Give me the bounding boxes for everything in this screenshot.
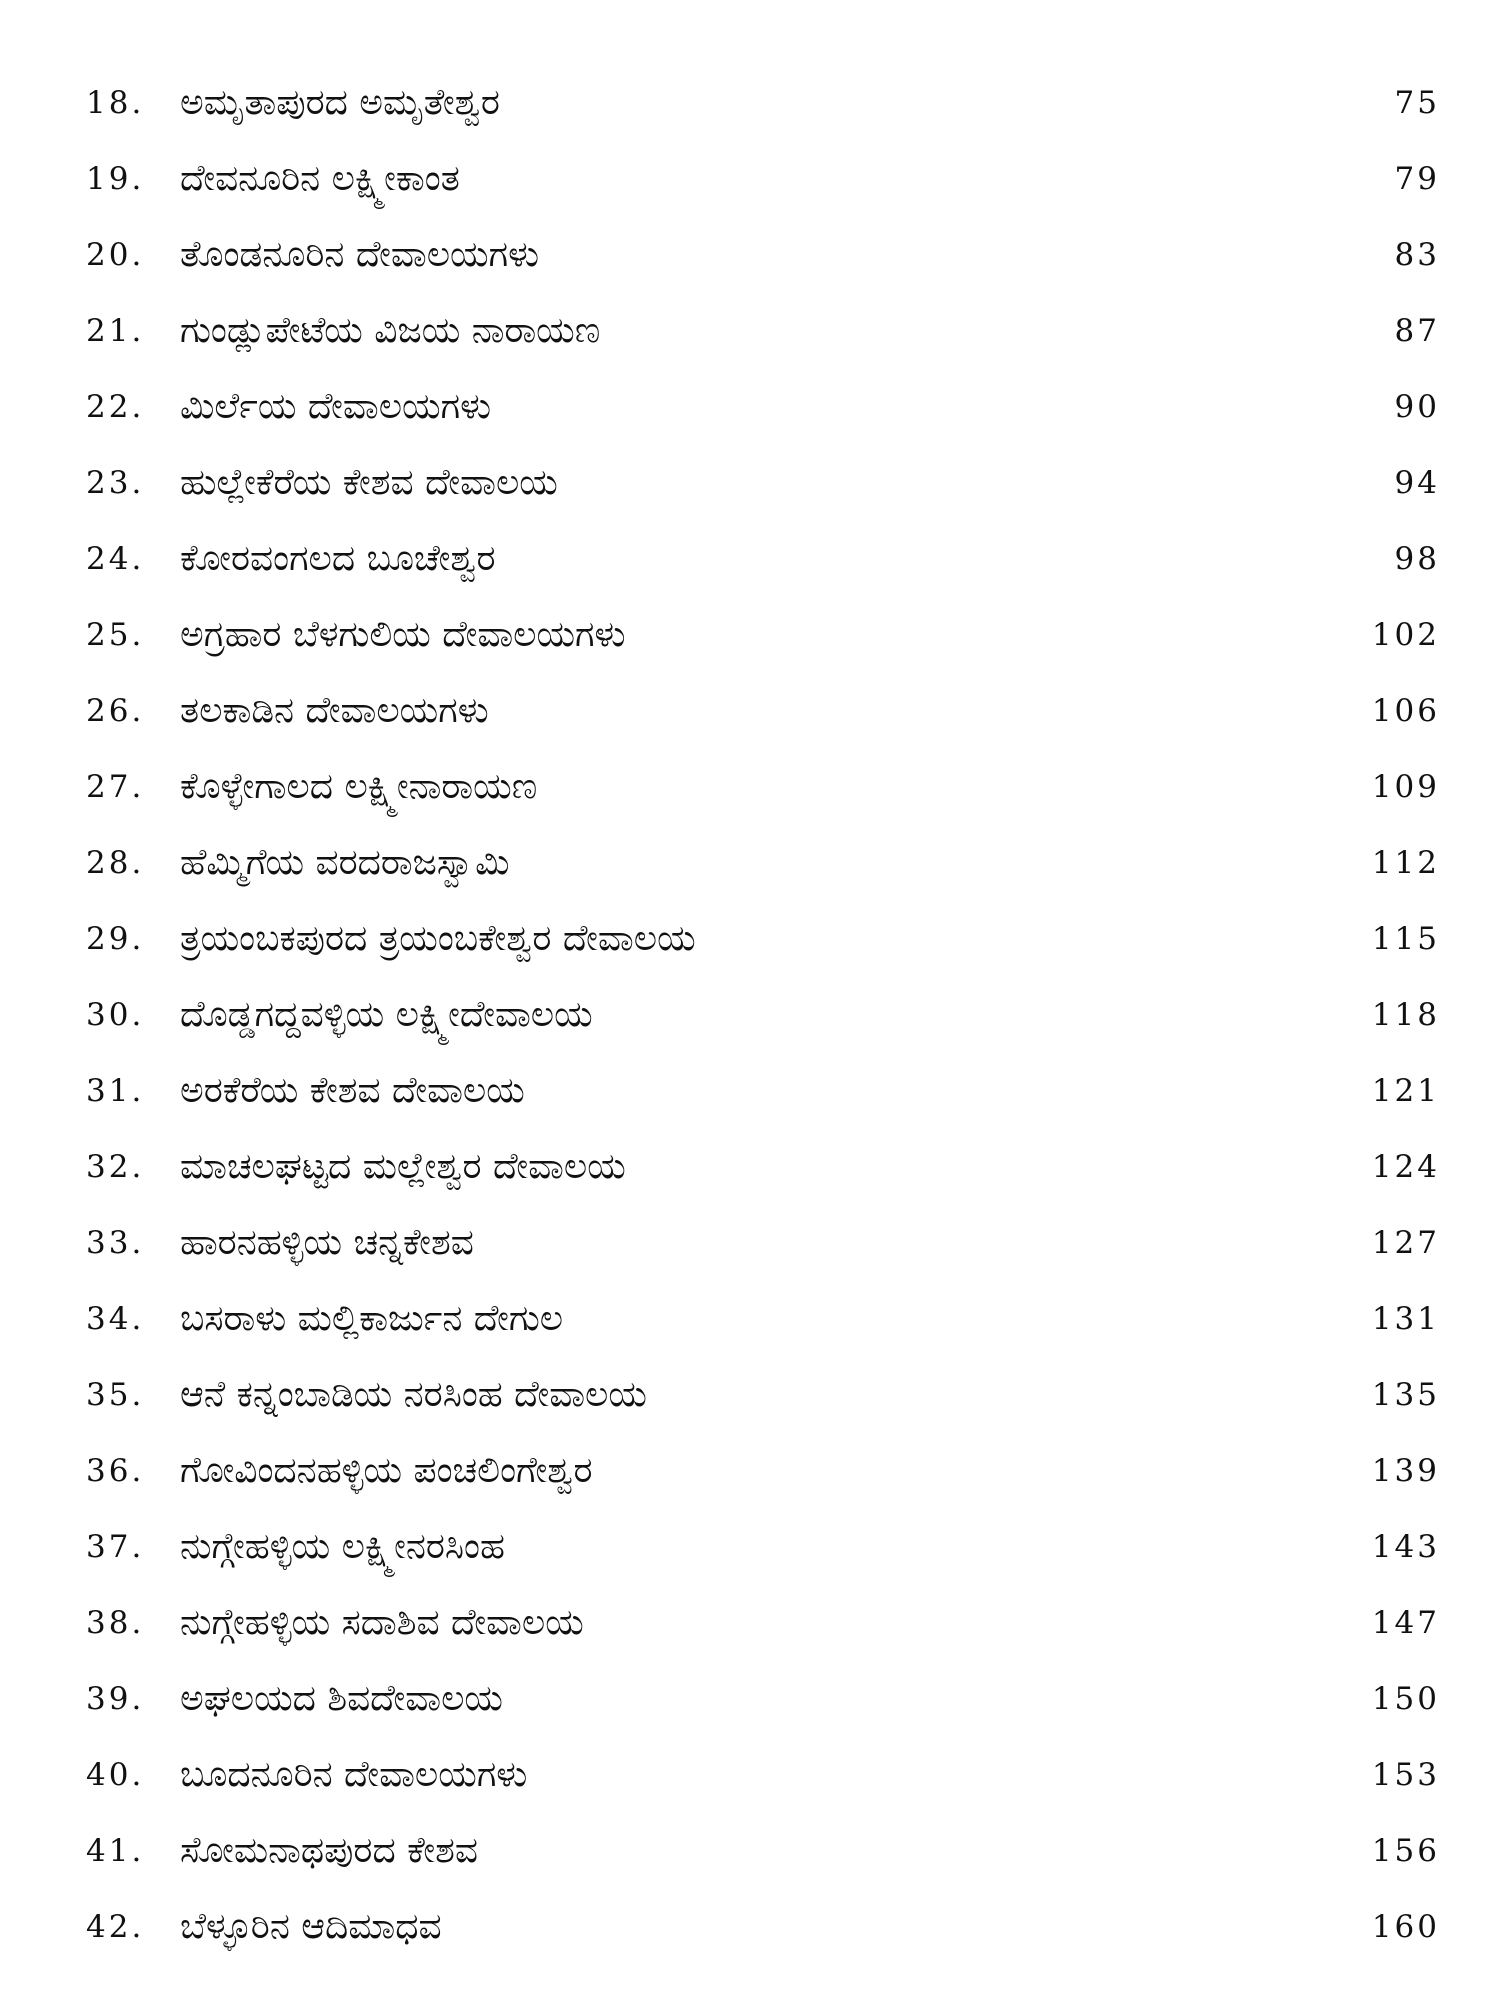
toc-entry bbox=[0, 833, 1500, 893]
toc-entry bbox=[0, 377, 1500, 437]
entry-number: 31. bbox=[86, 1073, 145, 1109]
toc-entry bbox=[0, 1745, 1500, 1805]
entry-number: 21. bbox=[86, 313, 145, 349]
entry-number: 27. bbox=[86, 769, 145, 805]
toc-entry bbox=[0, 225, 1500, 285]
entry-page-number: 112 bbox=[1371, 845, 1440, 881]
entry-number: 30. bbox=[86, 997, 145, 1033]
entry-number: 32. bbox=[86, 1149, 145, 1185]
toc-entry bbox=[0, 1517, 1500, 1577]
entry-page-number: 94 bbox=[1394, 465, 1440, 501]
entry-title: ಆನೆ ಕನ್ನಂಬಾಡಿಯ ನರಸಿಂಹ ದೇವಾಲಯ bbox=[180, 1374, 647, 1415]
entry-page-number: 135 bbox=[1371, 1377, 1440, 1413]
entry-page-number: 156 bbox=[1371, 1833, 1440, 1869]
entry-number: 19. bbox=[86, 161, 145, 197]
entry-page-number: 98 bbox=[1394, 541, 1440, 577]
toc-entry bbox=[0, 1441, 1500, 1501]
entry-page-number: 87 bbox=[1394, 313, 1440, 349]
entry-page-number: 150 bbox=[1371, 1681, 1440, 1717]
toc-entry bbox=[0, 1289, 1500, 1349]
toc-entry bbox=[0, 1365, 1500, 1425]
entry-title: ದೊಡ್ಡಗದ್ದವಳ್ಳಿಯ ಲಕ್ಷ್ಮೀದೇವಾಲಯ bbox=[180, 994, 593, 1035]
entry-number: 41. bbox=[86, 1833, 145, 1869]
toc-entry bbox=[0, 149, 1500, 209]
entry-title: ನುಗ್ಗೇಹಳ್ಳಿಯ ಲಕ್ಷ್ಮೀನರಸಿಂಹ bbox=[180, 1526, 505, 1567]
entry-title: ಹೆಮ್ಮಿಗೆಯ ವರದರಾಜಸ್ವಾಮಿ bbox=[180, 842, 510, 883]
toc-entry bbox=[0, 1593, 1500, 1653]
entry-title: ನುಗ್ಗೇಹಳ್ಳಿಯ ಸದಾಶಿವ ದೇವಾಲಯ bbox=[180, 1602, 584, 1643]
entry-title: ಮಿರ್ಲೆಯ ದೇವಾಲಯಗಳು bbox=[180, 386, 492, 427]
entry-number: 36. bbox=[86, 1453, 145, 1489]
entry-title: ಕೋರವಂಗಲದ ಬೂಚೇಶ್ವರ bbox=[180, 538, 496, 579]
entry-page-number: 160 bbox=[1371, 1909, 1440, 1945]
entry-page-number: 131 bbox=[1371, 1301, 1440, 1337]
entry-title: ಹುಲ್ಲೇಕೆರೆಯ ಕೇಶವ ದೇವಾಲಯ bbox=[180, 462, 558, 503]
toc-entry bbox=[0, 985, 1500, 1045]
entry-number: 33. bbox=[86, 1225, 145, 1261]
entry-number: 34. bbox=[86, 1301, 145, 1337]
entry-page-number: 109 bbox=[1371, 769, 1440, 805]
toc-entry bbox=[0, 1821, 1500, 1881]
entry-number: 28. bbox=[86, 845, 145, 881]
entry-title: ತೊಂಡನೂರಿನ ದೇವಾಲಯಗಳು bbox=[180, 234, 540, 275]
entry-page-number: 147 bbox=[1371, 1605, 1440, 1641]
entry-title: ಅಗ್ರಹಾರ ಬೆಳಗುಲಿಯ ದೇವಾಲಯಗಳು bbox=[180, 614, 626, 655]
toc-entry bbox=[0, 529, 1500, 589]
entry-title: ಹಾರನಹಳ್ಳಿಯ ಚನ್ನಕೇಶವ bbox=[180, 1222, 474, 1263]
entry-title: ಗೋವಿಂದನಹಳ್ಳಿಯ ಪಂಚಲಿಂಗೇಶ್ವರ bbox=[180, 1450, 593, 1491]
entry-number: 40. bbox=[86, 1757, 145, 1793]
entry-number: 20. bbox=[86, 237, 145, 273]
entry-page-number: 83 bbox=[1394, 237, 1440, 273]
entry-number: 22. bbox=[86, 389, 145, 425]
toc-entry bbox=[0, 1897, 1500, 1957]
entry-title: ತಲಕಾಡಿನ ದೇವಾಲಯಗಳು bbox=[180, 690, 489, 731]
entry-page-number: 121 bbox=[1371, 1073, 1440, 1109]
toc-entry bbox=[0, 1669, 1500, 1729]
toc-entry bbox=[0, 757, 1500, 817]
entry-title: ತ್ರಯಂಬಕಪುರದ ತ್ರಯಂಬಕೇಶ್ವರ ದೇವಾಲಯ bbox=[180, 918, 696, 959]
entry-page-number: 115 bbox=[1371, 921, 1440, 957]
entry-title: ಅರಕೆರೆಯ ಕೇಶವ ದೇವಾಲಯ bbox=[180, 1070, 525, 1111]
entry-number: 23. bbox=[86, 465, 145, 501]
entry-title: ದೇವನೂರಿನ ಲಕ್ಷ್ಮೀಕಾಂತ bbox=[180, 158, 460, 199]
entry-title: ಕೊಳ್ಳೇಗಾಲದ ಲಕ್ಷ್ಮೀನಾರಾಯಣ bbox=[180, 766, 538, 807]
entry-title: ಸೋಮನಾಥಪುರದ ಕೇಶವ bbox=[180, 1830, 479, 1871]
entry-page-number: 124 bbox=[1371, 1149, 1440, 1185]
entry-page-number: 143 bbox=[1371, 1529, 1440, 1565]
entry-page-number: 127 bbox=[1371, 1225, 1440, 1261]
entry-number: 25. bbox=[86, 617, 145, 653]
entry-title: ಗುಂಡ್ಲುಪೇಟೆಯ ವಿಜಯ ನಾರಾಯಣ bbox=[180, 310, 601, 351]
entry-number: 38. bbox=[86, 1605, 145, 1641]
toc-entry bbox=[0, 1061, 1500, 1121]
toc-entry bbox=[0, 681, 1500, 741]
entry-number: 24. bbox=[86, 541, 145, 577]
toc-entry bbox=[0, 1213, 1500, 1273]
toc-entry bbox=[0, 73, 1500, 133]
entry-page-number: 118 bbox=[1371, 997, 1440, 1033]
entry-number: 37. bbox=[86, 1529, 145, 1565]
entry-page-number: 90 bbox=[1394, 389, 1440, 425]
entry-page-number: 106 bbox=[1371, 693, 1440, 729]
entry-page-number: 153 bbox=[1371, 1757, 1440, 1793]
entry-page-number: 139 bbox=[1371, 1453, 1440, 1489]
entry-title: ಬಸರಾಳು ಮಲ್ಲಿಕಾರ್ಜುನ ದೇಗುಲ bbox=[180, 1298, 564, 1339]
entry-number: 18. bbox=[86, 85, 145, 121]
entry-title: ಮಾಚಲಘಟ್ಟದ ಮಲ್ಲೇಶ್ವರ ದೇವಾಲಯ bbox=[180, 1146, 626, 1187]
entry-title: ಬೆಳ್ಳೂರಿನ ಆದಿಮಾಧವ bbox=[180, 1906, 442, 1947]
toc-entry bbox=[0, 1137, 1500, 1197]
entry-number: 29. bbox=[86, 921, 145, 957]
entry-title: ಅಘಲಯದ ಶಿವದೇವಾಲಯ bbox=[180, 1678, 503, 1719]
entry-number: 26. bbox=[86, 693, 145, 729]
entry-page-number: 79 bbox=[1394, 161, 1440, 197]
entry-number: 39. bbox=[86, 1681, 145, 1717]
entry-page-number: 102 bbox=[1371, 617, 1440, 653]
toc-entry bbox=[0, 605, 1500, 665]
entry-title: ಅಮೃತಾಪುರದ ಅಮೃತೇಶ್ವರ bbox=[180, 82, 500, 123]
entry-page-number: 75 bbox=[1394, 85, 1440, 121]
entry-number: 35. bbox=[86, 1377, 145, 1413]
entry-title: ಬೂದನೂರಿನ ದೇವಾಲಯಗಳು bbox=[180, 1754, 528, 1795]
toc-entry bbox=[0, 453, 1500, 513]
entry-number: 42. bbox=[86, 1909, 145, 1945]
toc-entry bbox=[0, 301, 1500, 361]
toc-entry bbox=[0, 909, 1500, 969]
